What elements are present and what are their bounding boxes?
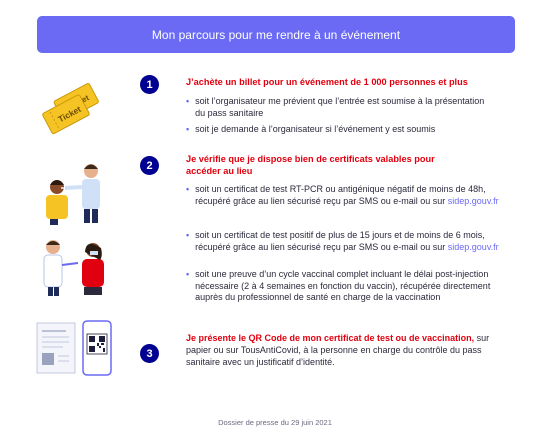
sidep-link-2[interactable]: sidep.gouv.fr <box>447 241 499 252</box>
step-1-bullet-2: • soit je demande à l’organisateur si l’événement y est soumis <box>186 124 436 134</box>
step-1-bullet-1: • soit l’organisateur me prévient que l’entrée est soumise à la présentation du pass sanitaire <box>186 96 485 118</box>
svg-text:Ticket: Ticket <box>56 103 83 125</box>
step-2-bullet-1: • soit un certificat de test RT-PCR ou antigénique négatif de moins de 48h, récupéré grâce au lien sécurisé reçu par SMS ou e-mail ou sur sidep.gouv.fr <box>186 184 499 206</box>
phone-qr-code-icon <box>82 320 112 376</box>
step-3-number: 3 <box>140 344 159 363</box>
step-1-heading: J’achète un billet pour un événement de 1 000 personnes et plus <box>186 77 468 87</box>
step-2-bullet-3: • soit une preuve d’un cycle vaccinal complet incluant le délai post-injection nécessaire (2 à 4 semaines en fonction du vaccin), récupérée directement auprès du professionnel de santé en charge de la vaccination <box>186 269 491 303</box>
title-banner <box>37 16 515 53</box>
sidep-link-1[interactable]: sidep.gouv.fr <box>447 195 499 206</box>
step-2-number: 2 <box>140 156 159 175</box>
ticket-icon <box>38 82 113 137</box>
step-3-text: Je présente le QR Code de mon certificat de test ou de vaccination, sur papier ou sur TousAntiCovid, à la personne en charge du contrôle du pass sanitaire avec un justificatif d’identité. <box>186 333 490 367</box>
footer-text: Dossier de presse du 29 juin 2021 <box>218 418 332 427</box>
paper-document-icon <box>36 322 76 374</box>
banner-title: Mon parcours pour me rendre à un événement <box>151 27 401 42</box>
step-3-heading: Je présente le QR Code de mon certificat de test ou de vaccination, <box>186 333 475 343</box>
vaccination-icon <box>38 237 113 297</box>
step-2-bullet-2: • soit un certificat de test positif de plus de 15 jours et de moins de 6 mois, récupéré grâce au lien sécurisé reçu par SMS ou e-mail ou sur sidep.gouv.fr <box>186 230 499 252</box>
test-swab-icon <box>38 157 113 227</box>
step-1-number: 1 <box>140 75 159 94</box>
step-2-heading: Je vérifie que je dispose bien de certificats valables pour accéder au lieu <box>186 154 435 176</box>
